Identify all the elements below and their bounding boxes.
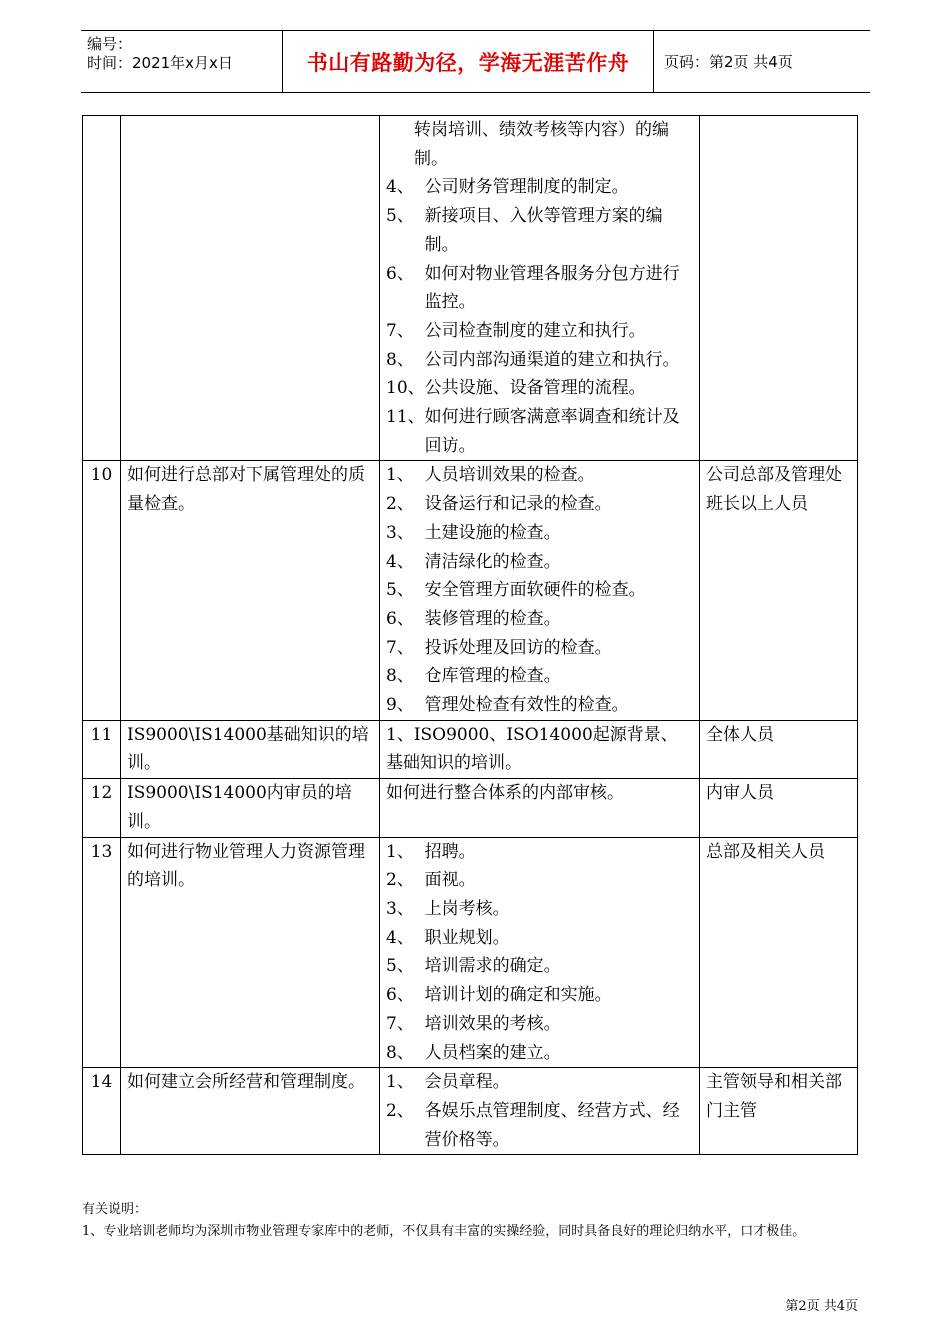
code-label: 编号： xyxy=(87,35,133,53)
item-text: 设备运行和记录的检查。 xyxy=(424,494,612,515)
cell-audience: 内审人员 xyxy=(700,779,858,837)
content-item xyxy=(386,1010,693,1039)
item-number: 5、 xyxy=(386,580,425,601)
content-item xyxy=(386,374,693,403)
item-number: 7、 xyxy=(386,320,425,341)
item-number: 11、 xyxy=(386,407,425,428)
page-header xyxy=(81,30,870,93)
cell-audience xyxy=(700,116,858,461)
content-item xyxy=(386,1097,693,1154)
content-item xyxy=(386,662,693,691)
header-meta xyxy=(81,31,282,92)
item-number: 6、 xyxy=(386,263,425,284)
item-text: 如何进行顾客满意率调查和统计及回访。 xyxy=(424,407,680,456)
item-number: 2、 xyxy=(386,1100,425,1121)
table-row xyxy=(83,461,858,720)
content-item xyxy=(386,866,693,895)
content-item xyxy=(386,895,693,924)
cell-no: 10 xyxy=(83,461,121,720)
item-text: 装修管理的检查。 xyxy=(424,608,561,629)
cell-content xyxy=(380,116,700,461)
content-item xyxy=(386,461,693,490)
item-text: 投诉处理及回访的检查。 xyxy=(424,637,612,658)
notes-section xyxy=(82,1199,882,1243)
cell-audience: 总部及相关人员 xyxy=(700,837,858,1068)
item-number: 4、 xyxy=(386,551,425,572)
item-number: 3、 xyxy=(386,522,425,543)
cell-topic: IS9000\IS14000内审员的培训。 xyxy=(121,779,380,837)
item-text: 新接项目、入伙等管理方案的编制。 xyxy=(424,206,663,255)
content-item xyxy=(386,403,693,460)
item-text: 会员章程。 xyxy=(424,1072,510,1093)
content-item xyxy=(386,691,693,720)
cell-content xyxy=(380,1068,700,1155)
table-row xyxy=(83,837,858,1068)
item-number: 8、 xyxy=(386,349,425,370)
item-text: 1、ISO9000、ISO14000起源背景、基础知识的培训。 xyxy=(386,724,678,774)
item-number: 1、 xyxy=(386,1072,425,1093)
content-item xyxy=(386,838,693,867)
item-number: 1、 xyxy=(386,841,425,862)
item-text: 培训效果的考核。 xyxy=(424,1013,561,1034)
header-motto: 书山有路勤为径，学海无涯苦作舟 xyxy=(282,31,654,92)
item-text: 公司财务管理制度的制定。 xyxy=(424,177,629,198)
item-number: 2、 xyxy=(386,494,425,515)
cell-topic: 如何进行物业管理人力资源管理的培训。 xyxy=(121,837,380,1068)
cell-audience: 全体人员 xyxy=(700,720,858,778)
cell-topic: IS9000\IS14000基础知识的培训。 xyxy=(121,720,380,778)
item-text: 管理处检查有效性的检查。 xyxy=(424,695,629,716)
content-item xyxy=(386,346,693,375)
item-number: 10、 xyxy=(386,378,425,399)
cell-content xyxy=(380,837,700,1068)
item-text: 公共设施、设备管理的流程。 xyxy=(424,378,646,399)
item-text: 人员培训效果的检查。 xyxy=(424,465,595,486)
cell-content xyxy=(380,461,700,720)
item-number: 7、 xyxy=(386,1013,425,1034)
item-text: 面视。 xyxy=(424,870,476,891)
content-item xyxy=(386,490,693,519)
content-item xyxy=(386,1068,693,1097)
content-item xyxy=(386,173,693,202)
content-item xyxy=(386,605,693,634)
table-row-continued xyxy=(83,116,858,461)
item-number: 6、 xyxy=(386,985,425,1006)
cell-topic: 如何建立会所经营和管理制度。 xyxy=(121,1068,380,1155)
item-text: 如何对物业管理各服务分包方进行监控。 xyxy=(424,263,680,313)
content-item xyxy=(386,260,693,317)
table-row xyxy=(83,1068,858,1155)
cell-audience: 主管领导和相关部门主管 xyxy=(700,1068,858,1155)
cell-content xyxy=(380,720,700,778)
notes-line-1: 1、专业培训老师均为深圳市物业管理专家库中的老师，不仅具有丰富的实操经验，同时具备良好的理论归纳水平，口才极佳。 xyxy=(82,1224,806,1239)
item-text: 上岗考核。 xyxy=(424,898,510,919)
cell-topic xyxy=(121,116,380,461)
content-item xyxy=(386,779,693,808)
training-table xyxy=(82,115,858,1155)
cell-content xyxy=(380,779,700,837)
item-text: 转岗培训、绩效考核等内容）的编制。 xyxy=(414,120,669,169)
content-item xyxy=(386,721,693,778)
item-text: 培训计划的确定和实施。 xyxy=(424,985,612,1006)
content-item xyxy=(386,634,693,663)
item-text: 各娱乐点管理制度、经营方式、经营价格等。 xyxy=(424,1100,680,1150)
item-text: 如何进行整合体系的内部审核。 xyxy=(386,783,624,804)
content-item xyxy=(386,576,693,605)
item-text: 培训需求的确定。 xyxy=(424,956,561,977)
cell-audience: 公司总部及管理处班长以上人员 xyxy=(700,461,858,720)
item-number: 5、 xyxy=(386,956,425,977)
item-number: 1、 xyxy=(386,465,425,486)
item-number: 7、 xyxy=(386,637,425,658)
cell-no: 14 xyxy=(83,1068,121,1155)
item-number: 4、 xyxy=(386,927,425,948)
content-item xyxy=(386,317,693,346)
content-item xyxy=(386,981,693,1010)
item-number: 8、 xyxy=(386,1042,425,1063)
item-text: 公司内部沟通渠道的建立和执行。 xyxy=(424,349,680,370)
item-number: 4、 xyxy=(386,177,425,198)
item-text: 公司检查制度的建立和执行。 xyxy=(424,320,646,341)
item-number: 2、 xyxy=(386,870,425,891)
content-item xyxy=(386,519,693,548)
content-item xyxy=(386,924,693,953)
content-item xyxy=(386,952,693,981)
cell-no xyxy=(83,116,121,461)
item-number: 5、 xyxy=(386,206,425,227)
item-text: 招聘。 xyxy=(424,841,476,862)
content-item xyxy=(386,1039,693,1068)
footer-page-number: 第2页 共4页 xyxy=(785,1299,858,1314)
item-text: 仓库管理的检查。 xyxy=(424,666,561,687)
cell-no: 12 xyxy=(83,779,121,837)
header-page-info: 页码：第2页 共4页 xyxy=(664,53,793,71)
item-number: 6、 xyxy=(386,608,425,629)
time-label: 时间：2021年x月x日 xyxy=(87,54,233,72)
item-number: 3、 xyxy=(386,898,425,919)
item-text: 职业规划。 xyxy=(424,927,510,948)
cell-no: 11 xyxy=(83,720,121,778)
item-text: 清洁绿化的检查。 xyxy=(424,551,561,572)
item-text: 安全管理方面软硬件的检查。 xyxy=(424,580,646,601)
content-item xyxy=(386,548,693,577)
content-item xyxy=(386,202,693,259)
item-text: 人员档案的建立。 xyxy=(424,1042,561,1063)
table-row xyxy=(83,779,858,837)
table-row xyxy=(83,720,858,778)
item-number: 9、 xyxy=(386,695,425,716)
item-text: 土建设施的检查。 xyxy=(424,522,561,543)
notes-title: 有关说明： xyxy=(82,1202,148,1217)
cell-topic: 如何进行总部对下属管理处的质量检查。 xyxy=(121,461,380,720)
cell-no: 13 xyxy=(83,837,121,1068)
item-number: 8、 xyxy=(386,666,425,687)
content-item xyxy=(386,116,693,173)
